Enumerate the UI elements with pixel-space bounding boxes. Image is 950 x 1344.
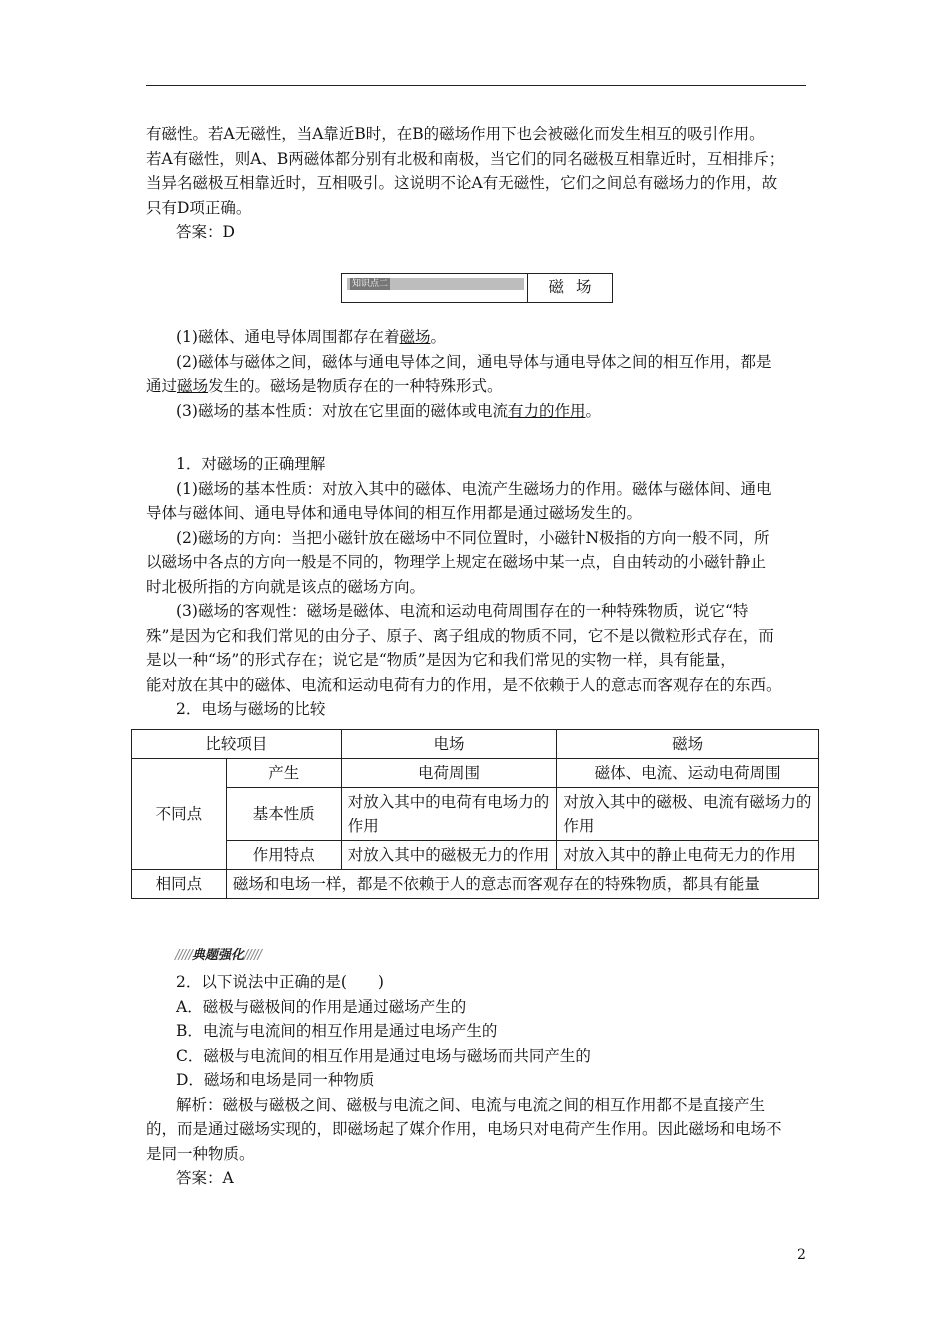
analysis-line: 的，而是通过磁场实现的，即磁场起了媒介作用，电场只对电荷产生作用。因此磁场和电场不 (146, 1120, 782, 1138)
table-cell: 作用特点 (226, 841, 341, 870)
analysis-line: 是同一种物质。 (146, 1144, 255, 1163)
knowledge-point-1: (1)磁体、通电导体周围都存在着磁场。 (176, 328, 446, 346)
knowledge-point-3: (3)磁场的基本性质：对放在它里面的磁体或电流有力的作用。 (176, 401, 601, 420)
table-cell: 不同点 (132, 759, 227, 870)
text-line: (1)磁场的基本性质：对放入其中的磁体、电流产生磁场力的作用。磁体与磁体间、通电 (176, 479, 772, 498)
table-row (132, 788, 819, 841)
table-cell: 磁体、电流、运动电荷周围 (557, 759, 819, 788)
hatch-decoration: ///// (175, 948, 192, 963)
table-cell: 磁场和电场一样，都是不依赖于人的意志而客观存在的特殊物质，都具有能量 (226, 870, 818, 899)
question-section (146, 970, 808, 1191)
text-line: 导体与磁体间、通电导体和通电导体间的相互作用都是通过磁场发生的。 (146, 504, 643, 522)
intro-paragraph (146, 122, 808, 245)
question-stem: 2．以下说法中正确的是( ) (176, 973, 384, 991)
text-line: 时北极所指的方向就是该点的磁场方向。 (146, 577, 426, 596)
knowledge-tag: 知识点二 (352, 279, 389, 289)
table-row (132, 870, 819, 899)
hatch-decoration: ///// (243, 948, 261, 963)
answer-line: 答案：D (176, 223, 235, 241)
header-rule (146, 85, 806, 86)
analysis-line: 解析：磁极与磁极之间、磁极与电流之间、电流与电流之间的相互作用都不是直接产生 (176, 1095, 766, 1114)
table-row (132, 841, 819, 870)
text-line: 若A有磁性，则A、B两磁体都分别有北极和南极，当它们的同名磁极互相靠近时，互相排斥； (146, 149, 785, 168)
text-line: 能对放在其中的磁体、电流和运动电荷有力的作用，是不依赖于人的意志而客观存在的东西。 (146, 675, 782, 694)
knowledge-point-2: (2)磁体与磁体之间，磁体与通电导体之间，通电导体与通电导体之间的相互作用，都是 (176, 352, 772, 371)
knowledge-points (146, 325, 808, 423)
text-line: 以磁场中各点的方向一般是不同的，物理学上规定在磁场中某一点，自由转动的小磁针静止 (146, 553, 767, 571)
text-line: 只有D项正确。 (146, 198, 252, 217)
text-line: 是以一种“场”的形式存在；说它是“物质”是因为它和我们常见的实物一样，具有能量， (146, 651, 736, 669)
table-cell: 对放入其中的磁极、电流有磁场力的作用 (557, 788, 819, 841)
answer-line: 答案：A (176, 1169, 234, 1187)
option-b: B．电流与电流间的相互作用是通过电场产生的 (176, 1022, 498, 1040)
section-heading: 1．对磁场的正确理解 (176, 455, 326, 473)
knowledge-point-2-cont: 通过磁场发生的。磁场是物质存在的一种特殊形式。 (146, 377, 503, 395)
table-cell: 对放入其中的磁极无力的作用 (341, 841, 557, 870)
option-c: C．磁极与电流间的相互作用是通过电场与磁场而共同产生的 (176, 1046, 591, 1065)
table-cell: 产生 (226, 759, 341, 788)
table-header: 电场 (341, 730, 557, 759)
section-title (175, 944, 261, 963)
table-cell: 对放入其中的静止电荷无力的作用 (557, 841, 819, 870)
option-d: D．磁场和电场是同一种物质 (176, 1071, 375, 1089)
comparison-table (131, 729, 819, 899)
table-cell: 电荷周围 (341, 759, 557, 788)
option-a: A．磁极与磁极间的作用是通过磁场产生的 (176, 997, 467, 1016)
text-line: 当异名磁极互相靠近时，互相吸引。这说明不论A有无磁性，它们之间总有磁场力的作用，故 (146, 174, 778, 192)
blank-answer: 有力的作用 (507, 401, 586, 420)
table-header: 比较项目 (132, 730, 342, 759)
table-row (132, 730, 819, 759)
table-row (132, 759, 819, 788)
text-line: 有磁性。若A无磁性，当A靠近B时，在B的磁场作用下也会被磁化而发生相互的吸引作用。 (146, 125, 765, 143)
table-header: 磁场 (557, 730, 819, 759)
knowledge-title: 磁场 (548, 278, 604, 296)
section-heading: 2．电场与磁场的比较 (176, 700, 326, 718)
table-cell: 对放入其中的电荷有电场力的作用 (341, 788, 557, 841)
table-cell: 基本性质 (226, 788, 341, 841)
knowledge-tag-bar (347, 278, 524, 290)
text-line: (2)磁场的方向：当把小磁针放在磁场中不同位置时，小磁针N极指的方向一般不同，所 (176, 528, 770, 547)
blank-answer: 磁场 (177, 377, 209, 395)
blank-answer: 磁场 (399, 328, 431, 346)
explanation-section (146, 452, 808, 722)
text-line: (3)磁场的客观性：磁场是磁体、电流和运动电荷周围存在的一种特殊物质，说它“特 (176, 602, 749, 620)
page-number: 2 (797, 1247, 806, 1263)
table-cell: 相同点 (132, 870, 227, 899)
knowledge-point-box (341, 273, 613, 303)
text-line: 殊”是因为它和我们常见的由分子、原子、离子组成的物质不同，它不是以微粒形式存在，而 (146, 626, 774, 645)
section-title-text: 典题强化 (191, 948, 244, 963)
